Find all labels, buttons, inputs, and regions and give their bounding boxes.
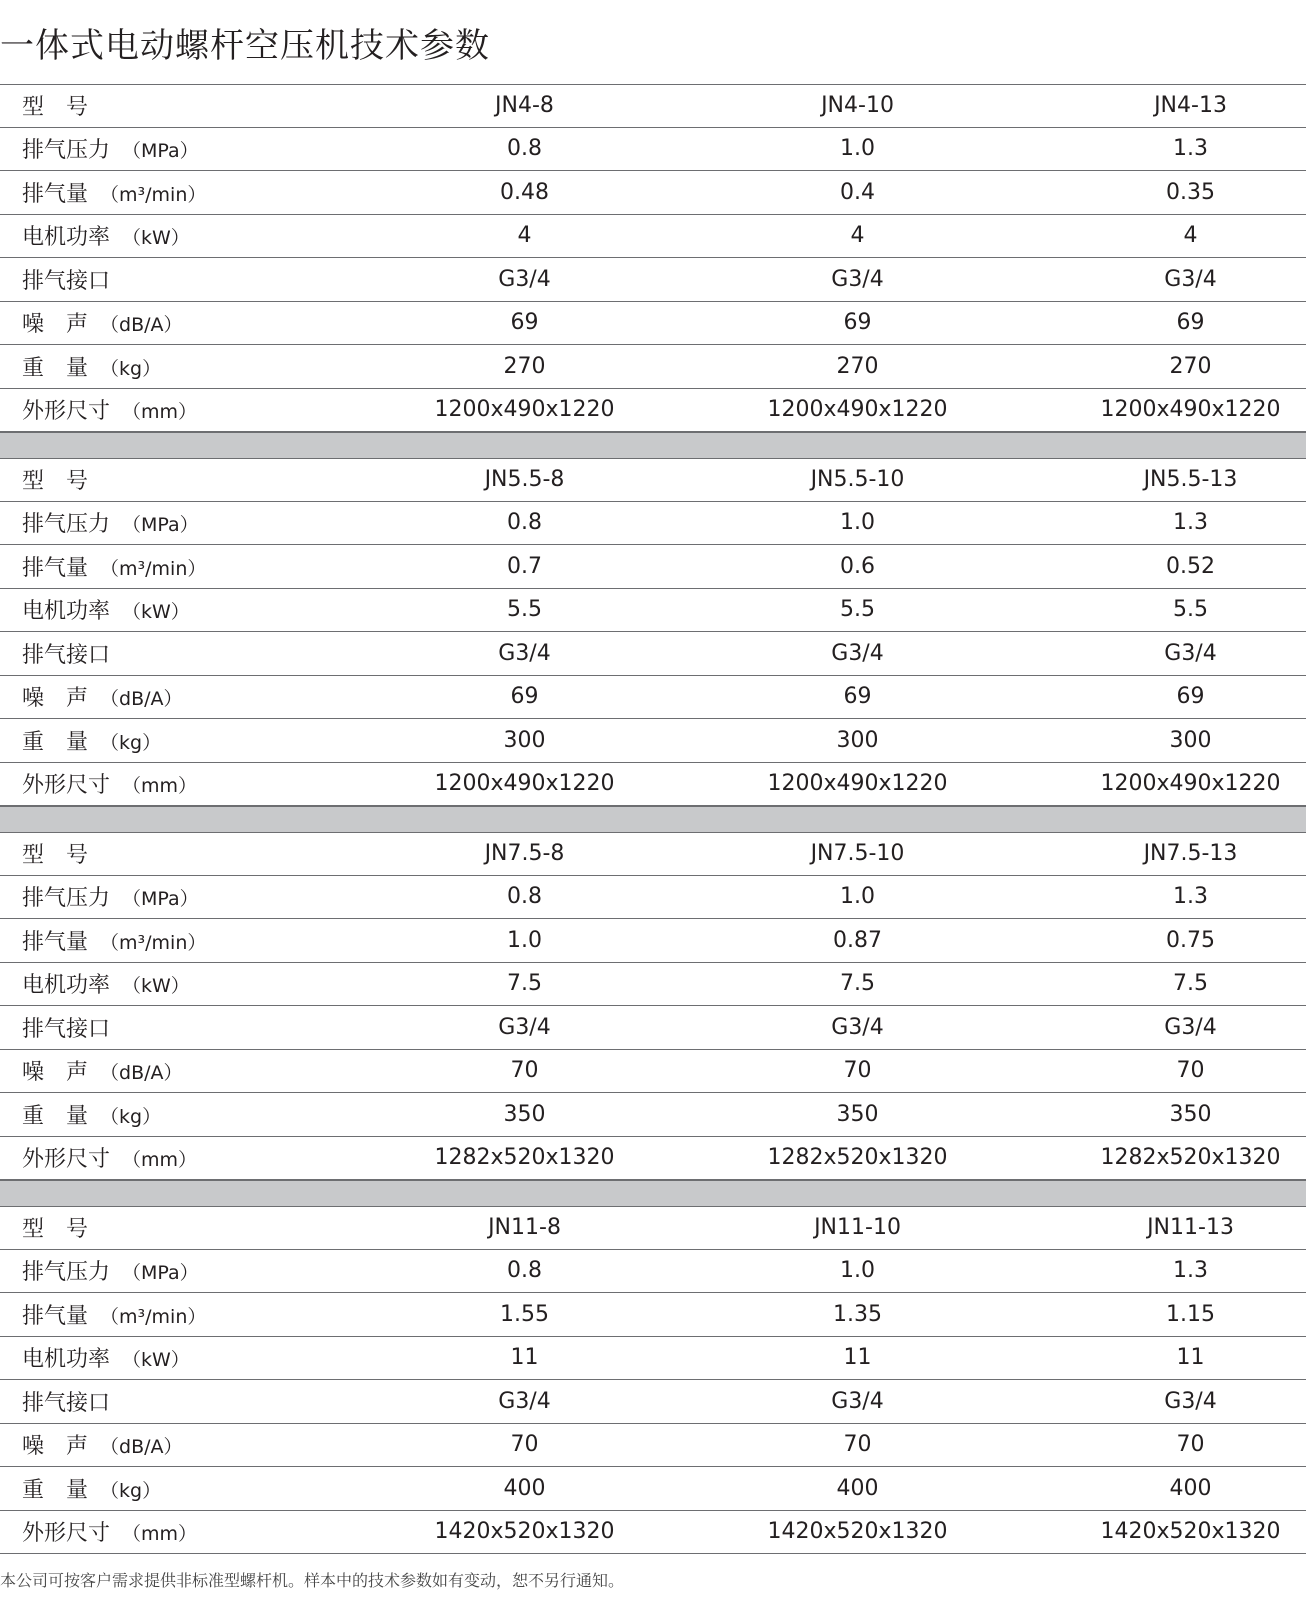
row-label-unit: （mm） (122, 1149, 198, 1172)
table-row (0, 632, 1306, 676)
row-label (0, 507, 358, 538)
value-cell: 0.8 (507, 136, 542, 162)
value-cell: 400 (503, 1475, 546, 1501)
value-cell: 70 (510, 1058, 539, 1084)
row-label (0, 464, 358, 495)
row-label-text: 重 量 (22, 729, 89, 755)
value-cell: 1420x520x1320 (434, 1519, 615, 1545)
block-separator (0, 1180, 1306, 1206)
value-cell: 0.75 (1166, 927, 1215, 953)
value-cell: G3/4 (831, 1388, 884, 1414)
value-cell: 0.52 (1166, 553, 1215, 579)
value-cell: 70 (843, 1058, 872, 1084)
value-cell: 69 (1176, 310, 1205, 336)
row-label (0, 177, 358, 208)
row-label-text: 排气压力 (22, 1260, 111, 1286)
row-label-text: 排气量 (22, 929, 89, 955)
table-row (0, 389, 1306, 433)
row-label-unit: （kW） (122, 601, 190, 624)
value-cell: 4 (517, 223, 532, 249)
value-cell: 1.35 (833, 1301, 882, 1327)
value-cell: G3/4 (1164, 640, 1217, 666)
row-label-text: 型 号 (22, 843, 89, 869)
value-cell: 1420x520x1320 (767, 1519, 948, 1545)
row-label (0, 1386, 358, 1417)
value-cell: G3/4 (1164, 266, 1217, 292)
row-label (0, 133, 358, 164)
row-label-unit: （m³/min） (100, 557, 207, 580)
table-row (0, 1511, 1306, 1555)
page-title: 一体式电动螺杆空压机技术参数 (0, 26, 490, 66)
row-label (0, 1255, 358, 1286)
table-row (0, 545, 1306, 589)
table-row (0, 1006, 1306, 1050)
table-row (0, 1093, 1306, 1137)
value-cell: 11 (1176, 1345, 1205, 1371)
value-cell: 300 (1169, 727, 1212, 753)
row-label-unit: （mm） (122, 775, 198, 798)
model-cell: JN11-10 (814, 1215, 901, 1241)
value-cell: G3/4 (831, 640, 884, 666)
row-label-text: 重 量 (22, 1103, 89, 1129)
value-cell: 0.8 (507, 510, 542, 536)
value-cell: 1200x490x1220 (767, 771, 948, 797)
row-label-text: 噪 声 (22, 312, 89, 338)
row-label-unit: （dB/A） (100, 1062, 183, 1085)
row-label-text: 型 号 (22, 469, 89, 495)
model-cell: JN7.5-13 (1143, 841, 1238, 867)
value-cell: 0.6 (840, 553, 875, 579)
row-label (0, 838, 358, 869)
row-label-text: 排气压力 (22, 886, 111, 912)
table-row (0, 258, 1306, 302)
value-cell: 270 (503, 353, 546, 379)
row-label (0, 881, 358, 912)
value-cell: G3/4 (831, 266, 884, 292)
row-label-unit: （mm） (122, 1523, 198, 1546)
row-label (0, 925, 358, 956)
row-label-text: 型 号 (22, 95, 89, 121)
row-label (0, 90, 358, 121)
row-label-text: 噪 声 (22, 686, 89, 712)
row-label (0, 1473, 358, 1504)
row-label-text: 外形尺寸 (22, 773, 111, 799)
table-row (0, 1050, 1306, 1094)
spec-table (0, 84, 1306, 1554)
row-label (0, 1299, 358, 1330)
row-label-text: 排气量 (22, 1303, 89, 1329)
table-row (0, 345, 1306, 389)
value-cell: 1.0 (840, 510, 875, 536)
value-cell: 1200x490x1220 (434, 771, 615, 797)
row-label (0, 220, 358, 251)
value-cell: 70 (1176, 1432, 1205, 1458)
model-cell: JN7.5-8 (484, 841, 565, 867)
table-row (0, 1293, 1306, 1337)
value-cell: 270 (836, 353, 879, 379)
spec-block (0, 832, 1306, 1180)
value-cell: 1.0 (507, 927, 542, 953)
row-label-unit: （kW） (122, 975, 190, 998)
value-cell: 1.0 (840, 136, 875, 162)
table-row (0, 1424, 1306, 1468)
row-label (0, 1342, 358, 1373)
value-cell: G3/4 (498, 266, 551, 292)
block-separator (0, 806, 1306, 832)
row-label (0, 968, 358, 999)
row-label-unit: （m³/min） (100, 1305, 207, 1328)
table-row (0, 1337, 1306, 1381)
row-label-text: 型 号 (22, 1217, 89, 1243)
value-cell: 69 (843, 310, 872, 336)
row-label-unit: （dB/A） (100, 688, 183, 711)
row-label-text: 电机功率 (22, 599, 111, 625)
value-cell: G3/4 (1164, 1388, 1217, 1414)
block-separator (0, 432, 1306, 458)
row-label-unit: （dB/A） (100, 1436, 183, 1459)
row-label (0, 681, 358, 712)
row-label-text: 噪 声 (22, 1060, 89, 1086)
value-cell: 0.35 (1166, 179, 1215, 205)
table-row (0, 1137, 1306, 1181)
model-row (0, 1206, 1306, 1250)
value-cell: 1282x520x1320 (1100, 1145, 1281, 1171)
spec-block (0, 458, 1306, 806)
row-label-unit: （kW） (122, 1349, 190, 1372)
model-cell: JN4-13 (1154, 93, 1227, 119)
row-label-unit: （kg） (100, 1479, 162, 1502)
row-label-text: 外形尺寸 (22, 1147, 111, 1173)
table-row (0, 589, 1306, 633)
value-cell: 1.3 (1173, 510, 1208, 536)
model-cell: JN4-10 (821, 93, 894, 119)
row-label-unit: （kg） (100, 1105, 162, 1128)
value-cell: 7.5 (1173, 971, 1208, 997)
row-label-unit: （mm） (122, 401, 198, 424)
row-label (0, 1516, 358, 1547)
value-cell: 350 (1169, 1101, 1212, 1127)
value-cell: 5.5 (840, 597, 875, 623)
row-label (0, 638, 358, 669)
table-row (0, 963, 1306, 1007)
value-cell: 11 (843, 1345, 872, 1371)
row-label-text: 电机功率 (22, 973, 111, 999)
value-cell: 1420x520x1320 (1100, 1519, 1281, 1545)
model-cell: JN5.5-10 (810, 467, 905, 493)
value-cell: 400 (1169, 1475, 1212, 1501)
footnote: 本公司可按客户需求提供非标准型螺杆机。样本中的技术参数如有变动，恕不另行通知。 (0, 1571, 625, 1590)
value-cell: 11 (510, 1345, 539, 1371)
value-cell: 4 (850, 223, 865, 249)
value-cell: 7.5 (840, 971, 875, 997)
model-row (0, 458, 1306, 502)
row-label-unit: （MPa） (122, 1262, 199, 1285)
model-cell: JN11-13 (1147, 1215, 1234, 1241)
table-row (0, 302, 1306, 346)
row-label-unit: （kg） (100, 357, 162, 380)
model-cell: JN4-8 (495, 93, 554, 119)
row-label (0, 351, 358, 382)
row-label-text: 重 量 (22, 355, 89, 381)
value-cell: G3/4 (498, 640, 551, 666)
row-label-unit: （kW） (122, 227, 190, 250)
model-row (0, 832, 1306, 876)
row-label-unit: （m³/min） (100, 931, 207, 954)
value-cell: 1282x520x1320 (434, 1145, 615, 1171)
value-cell: 0.87 (833, 927, 882, 953)
row-label-unit: （m³/min） (100, 183, 207, 206)
table-row (0, 171, 1306, 215)
row-label (0, 1142, 358, 1173)
table-row (0, 502, 1306, 546)
row-label-text: 排气接口 (22, 642, 111, 668)
row-label (0, 394, 358, 425)
row-label-text: 电机功率 (22, 1347, 111, 1373)
value-cell: 70 (510, 1432, 539, 1458)
value-cell: G3/4 (1164, 1014, 1217, 1040)
value-cell: 4 (1183, 223, 1198, 249)
value-cell: 270 (1169, 353, 1212, 379)
row-label (0, 1012, 358, 1043)
row-label-unit: （kg） (100, 731, 162, 754)
value-cell: G3/4 (831, 1014, 884, 1040)
model-cell: JN7.5-10 (810, 841, 905, 867)
row-label (0, 307, 358, 338)
row-label-unit: （MPa） (122, 514, 199, 537)
row-label-text: 排气压力 (22, 512, 111, 538)
table-row (0, 763, 1306, 807)
row-label-text: 外形尺寸 (22, 399, 111, 425)
model-cell: JN5.5-13 (1143, 467, 1238, 493)
value-cell: 0.8 (507, 884, 542, 910)
table-row (0, 1380, 1306, 1424)
row-label-text: 重 量 (22, 1477, 89, 1503)
row-label-text: 外形尺寸 (22, 1521, 111, 1547)
value-cell: 400 (836, 1475, 879, 1501)
model-cell: JN11-8 (488, 1215, 561, 1241)
row-label-text: 排气量 (22, 181, 89, 207)
table-row (0, 128, 1306, 172)
row-label (0, 725, 358, 756)
row-label (0, 1099, 358, 1130)
row-label-text: 噪 声 (22, 1434, 89, 1460)
table-row (0, 876, 1306, 920)
value-cell: 1282x520x1320 (767, 1145, 948, 1171)
row-label-text: 排气压力 (22, 138, 111, 164)
value-cell: 1.15 (1166, 1301, 1215, 1327)
row-label (0, 594, 358, 625)
value-cell: 1.3 (1173, 884, 1208, 910)
row-label-text: 排气接口 (22, 1390, 111, 1416)
value-cell: G3/4 (498, 1388, 551, 1414)
value-cell: 69 (1176, 684, 1205, 710)
row-label-unit: （dB/A） (100, 314, 183, 337)
row-label (0, 1429, 358, 1460)
spec-block (0, 1206, 1306, 1554)
row-label (0, 264, 358, 295)
value-cell: 1200x490x1220 (434, 397, 615, 423)
value-cell: 350 (503, 1101, 546, 1127)
value-cell: 69 (843, 684, 872, 710)
table-row (0, 1250, 1306, 1294)
table-row (0, 215, 1306, 259)
value-cell: 1200x490x1220 (1100, 397, 1281, 423)
table-row (0, 919, 1306, 963)
spec-block (0, 84, 1306, 432)
value-cell: 1200x490x1220 (1100, 771, 1281, 797)
value-cell: 5.5 (1173, 597, 1208, 623)
value-cell: 1.0 (840, 884, 875, 910)
value-cell: 300 (503, 727, 546, 753)
value-cell: 70 (1176, 1058, 1205, 1084)
value-cell: 1200x490x1220 (767, 397, 948, 423)
model-cell: JN5.5-8 (484, 467, 565, 493)
value-cell: 1.55 (500, 1301, 549, 1327)
row-label-text: 排气量 (22, 555, 89, 581)
value-cell: 1.3 (1173, 136, 1208, 162)
row-label (0, 768, 358, 799)
row-label (0, 1055, 358, 1086)
value-cell: 300 (836, 727, 879, 753)
value-cell: 69 (510, 310, 539, 336)
value-cell: 1.3 (1173, 1258, 1208, 1284)
value-cell: 1.0 (840, 1258, 875, 1284)
value-cell: 69 (510, 684, 539, 710)
value-cell: 350 (836, 1101, 879, 1127)
row-label-text: 排气接口 (22, 1016, 111, 1042)
value-cell: 70 (843, 1432, 872, 1458)
model-row (0, 84, 1306, 128)
row-label-unit: （MPa） (122, 888, 199, 911)
row-label-unit: （MPa） (122, 140, 199, 163)
value-cell: G3/4 (498, 1014, 551, 1040)
value-cell: 0.48 (500, 179, 549, 205)
row-label-text: 排气接口 (22, 268, 111, 294)
table-row (0, 719, 1306, 763)
value-cell: 7.5 (507, 971, 542, 997)
value-cell: 0.4 (840, 179, 875, 205)
table-row (0, 676, 1306, 720)
value-cell: 0.7 (507, 553, 542, 579)
value-cell: 0.8 (507, 1258, 542, 1284)
row-label (0, 1212, 358, 1243)
row-label (0, 551, 358, 582)
row-label-text: 电机功率 (22, 225, 111, 251)
value-cell: 5.5 (507, 597, 542, 623)
table-row (0, 1467, 1306, 1511)
